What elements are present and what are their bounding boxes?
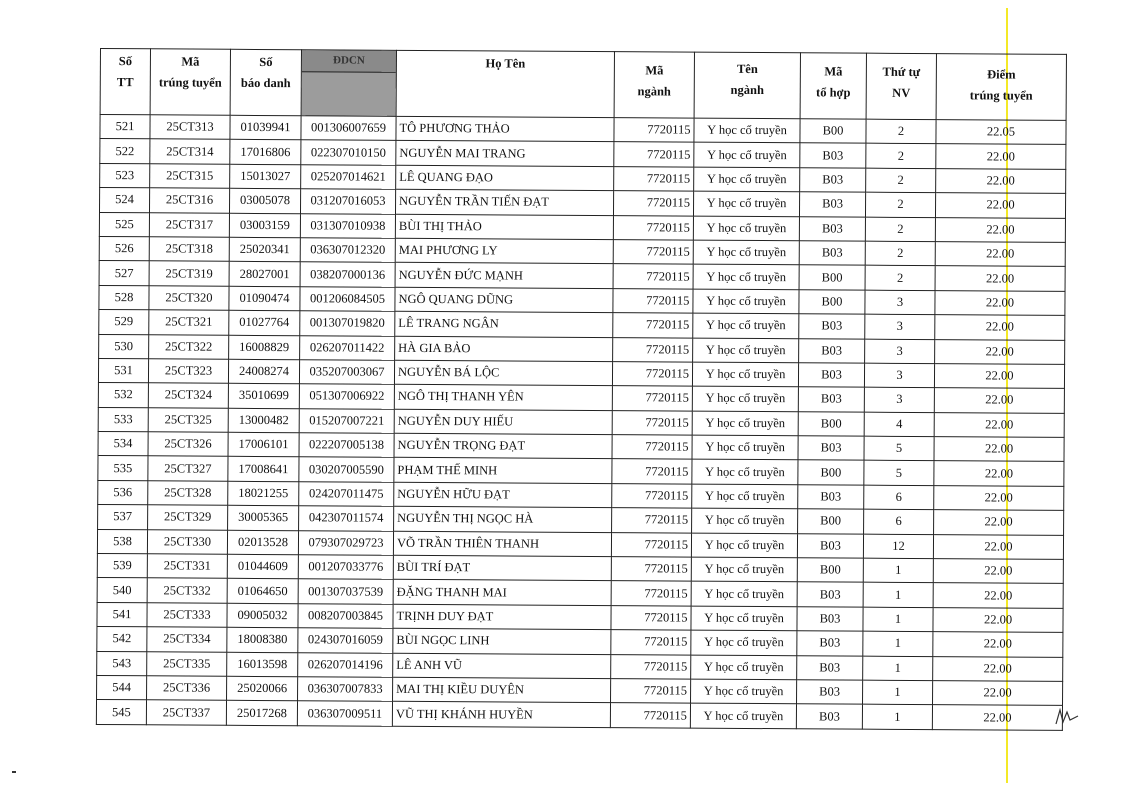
cell-diem: 22.00 [935,266,1065,291]
cell-thu-tu-nv: 4 [864,412,934,437]
cell-ho-ten: NGUYỄN THỊ NGỌC HÀ [394,507,612,533]
cell-ddcn: 026207014196 [298,652,393,677]
cell-ho-ten: LÊ TRANG NGÂN [395,311,613,337]
cell-ten-nganh: Y học cổ truyền [690,703,796,728]
cell-ddcn: 022307010150 [301,140,396,165]
header-stt: Số TT [100,49,150,115]
cell-ddcn: 024207011475 [299,482,394,507]
cell-so-bao-danh: 01090474 [229,286,300,311]
page-mark [12,771,16,773]
cell-thu-tu-nv: 1 [863,583,933,608]
cell-ho-ten: BÙI TRÍ ĐẠT [393,555,611,581]
cell-ddcn: 038207000136 [300,262,395,287]
cell-diem: 22.00 [935,339,1065,364]
cell-thu-tu-nv: 3 [864,363,934,388]
cell-ho-ten: MAI THỊ KIỀU DUYÊN [393,677,611,703]
cell-ma-to-hop: B00 [799,290,865,315]
cell-ma-nganh: 7720115 [611,581,691,606]
admission-results-table [96,48,1067,731]
cell-so-bao-danh: 15013027 [230,164,301,189]
table-row [96,700,1062,730]
cell-ten-nganh: Y học cổ truyền [691,679,797,704]
cell-so-bao-danh: 25020341 [229,237,300,262]
cell-ma-to-hop: B03 [797,607,863,632]
cell-ma-trung-tuyen: 25CT313 [150,115,230,140]
initials-mark-icon [1054,706,1080,728]
cell-ma-nganh: 7720115 [613,215,693,240]
cell-ten-nganh: Y học cổ truyền [693,240,799,265]
cell-ma-nganh: 7720115 [612,508,692,533]
cell-ma-trung-tuyen: 25CT324 [148,383,228,408]
cell-ddcn: 036307012320 [300,238,395,263]
cell-diem: 22.00 [934,388,1064,413]
cell-ddcn: 024307016059 [298,628,393,653]
cell-diem: 22.00 [934,485,1064,510]
cell-diem: 22.00 [933,607,1063,632]
header-row [100,49,1066,121]
cell-ma-trung-tuyen: 25CT337 [146,700,226,725]
cell-ddcn: 001306007659 [301,116,396,141]
cell-ma-nganh: 7720115 [611,679,691,704]
cell-ddcn: 036307007833 [298,677,393,702]
cell-ddcn: 031307010938 [300,213,395,238]
cell-stt: 537 [98,505,148,530]
cell-ho-ten: NGUYỄN BÁ LỘC [394,360,612,386]
cell-ma-nganh: 7720115 [612,459,692,484]
cell-diem: 22.00 [934,461,1064,486]
cell-diem: 22.00 [934,364,1064,389]
cell-diem: 22.00 [935,315,1065,340]
cell-thu-tu-nv: 1 [863,656,933,681]
cell-ma-trung-tuyen: 25CT323 [148,359,228,384]
header-diem: Điểm trúng tuyển [936,54,1066,121]
cell-ho-ten: TRỊNH DUY ĐẠT [393,604,611,630]
cell-ma-trung-tuyen: 25CT320 [149,286,229,311]
cell-ma-nganh: 7720115 [613,288,693,313]
cell-diem: 22.00 [935,193,1065,218]
cell-thu-tu-nv: 1 [863,607,933,632]
header-ddcn: ĐDCN [301,50,396,117]
cell-ma-trung-tuyen: 25CT326 [148,432,228,457]
cell-ma-to-hop: B00 [798,509,864,534]
cell-stt: 524 [99,188,149,213]
cell-ma-to-hop: B00 [800,119,866,144]
cell-diem: 22.00 [934,412,1064,437]
cell-ho-ten: VŨ THỊ KHÁNH HUYỀN [392,702,610,728]
cell-so-bao-danh: 01044609 [227,554,298,579]
cell-ten-nganh: Y học cổ truyền [694,167,800,192]
cell-thu-tu-nv: 12 [863,534,933,559]
cell-thu-tu-nv: 3 [865,290,935,315]
cell-ma-trung-tuyen: 25CT327 [148,456,228,481]
cell-ma-nganh: 7720115 [611,605,691,630]
cell-ten-nganh: Y học cổ truyền [694,143,800,168]
cell-ma-to-hop: B00 [798,460,864,485]
cell-ma-to-hop: B03 [800,143,866,168]
cell-thu-tu-nv: 2 [866,119,936,144]
cell-diem: 22.00 [933,656,1063,681]
cell-thu-tu-nv: 2 [865,241,935,266]
cell-thu-tu-nv: 6 [864,509,934,534]
cell-ma-to-hop: B03 [799,192,865,217]
cell-ho-ten: NGUYỄN TRẦN TIẾN ĐẠT [395,189,613,215]
cell-ma-trung-tuyen: 25CT322 [149,334,229,359]
cell-stt: 528 [99,285,149,310]
cell-ten-nganh: Y học cổ truyền [691,606,797,631]
cell-ho-ten: PHẠM THẾ MINH [394,458,612,484]
cell-thu-tu-nv: 2 [865,266,935,291]
cell-diem: 22.00 [936,168,1066,193]
cell-ten-nganh: Y học cổ truyền [692,411,798,436]
cell-ma-nganh: 7720115 [612,410,692,435]
cell-diem: 22.05 [936,120,1066,145]
cell-diem: 22.00 [935,242,1065,267]
cell-thu-tu-nv: 1 [863,631,933,656]
cell-so-bao-danh: 03005078 [229,188,300,213]
cell-ma-trung-tuyen: 25CT318 [149,237,229,262]
cell-stt: 544 [97,675,147,700]
cell-ma-nganh: 7720115 [612,435,692,460]
cell-stt: 540 [97,578,147,603]
cell-stt: 538 [97,529,147,554]
cell-so-bao-danh: 01064650 [227,579,298,604]
cell-ten-nganh: Y học cổ truyền [691,582,797,607]
cell-so-bao-danh: 17016806 [230,140,301,165]
cell-ddcn: 015207007221 [299,408,394,433]
cell-ten-nganh: Y học cổ truyền [692,386,798,411]
cell-ten-nganh: Y học cổ truyền [694,118,800,143]
cell-ma-to-hop: B03 [798,436,864,461]
cell-ma-to-hop: B00 [799,265,865,290]
cell-ma-trung-tuyen: 25CT328 [148,481,228,506]
cell-ma-to-hop: B03 [798,387,864,412]
cell-ddcn: 051307006922 [299,384,394,409]
cell-ho-ten: NGÔ THỊ THANH YÊN [394,385,612,411]
cell-so-bao-danh: 16008829 [229,335,300,360]
cell-ma-trung-tuyen: 25CT316 [149,188,229,213]
cell-so-bao-danh: 13000482 [228,408,299,433]
cell-ho-ten: NGÔ QUANG DŨNG [395,287,613,313]
cell-ma-trung-tuyen: 25CT319 [149,261,229,286]
cell-stt: 527 [99,261,149,286]
cell-ma-to-hop: B03 [797,655,863,680]
cell-ddcn: 001307037539 [298,579,393,604]
cell-ho-ten: MAI PHƯƠNG LY [395,238,613,264]
cell-stt: 530 [99,334,149,359]
cell-so-bao-danh: 24008274 [228,359,299,384]
cell-stt: 536 [98,480,148,505]
cell-ma-nganh: 7720115 [611,532,691,557]
cell-ma-to-hop: B03 [797,631,863,656]
cell-ho-ten: NGUYỄN MAI TRANG [396,141,614,167]
cell-ddcn: 026207011422 [300,335,395,360]
cell-ten-nganh: Y học cổ truyền [691,557,797,582]
cell-stt: 525 [99,212,149,237]
cell-ddcn: 022207005138 [299,433,394,458]
cell-so-bao-danh: 01039941 [230,115,301,140]
cell-ho-ten: BÙI NGỌC LINH [393,629,611,655]
cell-ma-trung-tuyen: 25CT333 [147,603,227,628]
cell-ma-to-hop: B03 [797,582,863,607]
cell-so-bao-danh: 25017268 [226,701,297,726]
cell-ma-trung-tuyen: 25CT335 [147,651,227,676]
cell-ddcn: 001207033776 [298,555,393,580]
cell-ma-nganh: 7720115 [612,386,692,411]
cell-stt: 526 [99,236,149,261]
cell-ten-nganh: Y học cổ truyền [692,362,798,387]
cell-ho-ten: BÙI THỊ THẢO [395,214,613,240]
cell-ma-to-hop: B03 [796,704,862,729]
cell-ma-to-hop: B03 [798,485,864,510]
cell-ma-nganh: 7720115 [611,557,691,582]
cell-so-bao-danh: 28027001 [229,262,300,287]
cell-ten-nganh: Y học cổ truyền [692,435,798,460]
cell-ten-nganh: Y học cổ truyền [693,289,799,314]
cell-ma-to-hop: B03 [797,680,863,705]
header-ma-trung-tuyen: Mã trúng tuyển [150,49,230,115]
cell-thu-tu-nv: 3 [865,339,935,364]
cell-ho-ten: NGUYỄN ĐỨC MẠNH [395,263,613,289]
table-body [96,115,1066,731]
cell-ma-nganh: 7720115 [613,313,693,338]
cell-diem: 22.00 [936,144,1066,169]
cell-ho-ten: VÕ TRẦN THIÊN THANH [393,531,611,557]
cell-ho-ten: TÔ PHƯƠNG THẢO [396,116,614,142]
cell-ma-trung-tuyen: 25CT315 [150,164,230,189]
cell-thu-tu-nv: 6 [864,485,934,510]
cell-ma-to-hop: B00 [798,411,864,436]
cell-ma-nganh: 7720115 [613,191,693,216]
cell-diem: 22.00 [935,290,1065,315]
cell-thu-tu-nv: 1 [862,705,932,730]
header-ma-to-hop: Mã tổ hợp [800,53,866,119]
cell-ten-nganh: Y học cổ truyền [691,655,797,680]
cell-stt: 532 [98,383,148,408]
cell-ten-nganh: Y học cổ truyền [693,313,799,338]
cell-stt: 535 [98,456,148,481]
cell-so-bao-danh: 18021255 [228,481,299,506]
cell-ho-ten: HÀ GIA BẢO [395,336,613,362]
cell-ten-nganh: Y học cổ truyền [692,460,798,485]
cell-thu-tu-nv: 5 [864,436,934,461]
cell-diem: 22.00 [933,632,1063,657]
cell-ma-trung-tuyen: 25CT317 [149,212,229,237]
cell-ma-trung-tuyen: 25CT332 [147,578,227,603]
cell-ma-nganh: 7720115 [610,703,690,728]
cell-stt: 545 [96,700,146,725]
cell-thu-tu-nv: 1 [863,558,933,583]
cell-ddcn: 031207016053 [300,189,395,214]
cell-ma-trung-tuyen: 25CT336 [147,676,227,701]
cell-diem: 22.00 [933,583,1063,608]
cell-stt: 534 [98,432,148,457]
cell-thu-tu-nv: 3 [864,387,934,412]
cell-ddcn: 042307011574 [299,506,394,531]
cell-stt: 541 [97,602,147,627]
cell-so-bao-danh: 01027764 [229,310,300,335]
cell-stt: 522 [100,139,150,164]
cell-ma-to-hop: B03 [799,241,865,266]
header-ho-ten: Họ Tên [396,50,614,117]
cell-ma-to-hop: B03 [798,363,864,388]
cell-ma-trung-tuyen: 25CT334 [147,627,227,652]
cell-so-bao-danh: 02013528 [227,530,298,555]
cell-ma-nganh: 7720115 [613,240,693,265]
cell-ma-trung-tuyen: 25CT330 [147,529,227,554]
cell-thu-tu-nv: 1 [863,680,933,705]
cell-ddcn: 025207014621 [301,165,396,190]
cell-so-bao-danh: 09005032 [227,603,298,628]
cell-ho-ten: LÊ ANH VŨ [393,653,611,679]
cell-ten-nganh: Y học cổ truyền [693,216,799,241]
header-so-bao-danh: Số báo danh [230,49,301,115]
cell-stt: 543 [97,651,147,676]
cell-ten-nganh: Y học cổ truyền [693,264,799,289]
cell-so-bao-danh: 30005365 [228,506,299,531]
cell-so-bao-danh: 16013598 [227,652,298,677]
cell-so-bao-danh: 35010699 [228,384,299,409]
cell-ddcn: 036307009511 [297,701,392,726]
cell-ma-trung-tuyen: 25CT331 [147,554,227,579]
cell-ho-ten: NGUYỄN TRỌNG ĐẠT [394,433,612,459]
cell-thu-tu-nv: 3 [865,314,935,339]
cell-ten-nganh: Y học cổ truyền [693,191,799,216]
cell-ho-ten: NGUYỄN DUY HIẾU [394,409,612,435]
cell-ma-nganh: 7720115 [614,166,694,191]
cell-ma-trung-tuyen: 25CT325 [148,407,228,432]
cell-ma-nganh: 7720115 [614,118,694,143]
cell-ma-to-hop: B03 [799,338,865,363]
cell-ma-to-hop: B03 [797,533,863,558]
cell-diem: 22.00 [934,510,1064,535]
cell-ten-nganh: Y học cổ truyền [692,508,798,533]
cell-ma-nganh: 7720115 [612,362,692,387]
cell-diem: 22.00 [933,559,1063,584]
cell-thu-tu-nv: 2 [865,217,935,242]
cell-ma-to-hop: B03 [799,216,865,241]
cell-ma-nganh: 7720115 [612,483,692,508]
cell-stt: 529 [99,310,149,335]
cell-ma-trung-tuyen: 25CT314 [150,139,230,164]
header-thu-tu-nv: Thứ tự NV [866,53,936,119]
cell-ho-ten: NGUYỄN HỮU ĐẠT [394,482,612,508]
cell-stt: 531 [98,358,148,383]
cell-ma-to-hop: B03 [799,314,865,339]
cell-diem: 22.00 [933,681,1063,706]
cell-ma-nganh: 7720115 [613,337,693,362]
cell-ma-to-hop: B03 [800,168,866,193]
cell-stt: 542 [97,627,147,652]
cell-ma-nganh: 7720115 [614,142,694,167]
cell-diem: 22.00 [932,705,1062,730]
cell-so-bao-danh: 25020066 [227,676,298,701]
cell-ten-nganh: Y học cổ truyền [691,630,797,655]
cell-ddcn: 030207005590 [299,457,394,482]
cell-diem: 22.00 [935,217,1065,242]
cell-ma-nganh: 7720115 [611,630,691,655]
cell-thu-tu-nv: 2 [865,192,935,217]
cell-stt: 539 [97,554,147,579]
cell-so-bao-danh: 17008641 [228,457,299,482]
cell-diem: 22.00 [933,534,1063,559]
cell-ddcn: 079307029723 [298,530,393,555]
header-ten-nganh: Tên ngành [694,52,800,119]
cell-ten-nganh: Y học cổ truyền [693,338,799,363]
cell-ddcn: 035207003067 [299,360,394,385]
cell-ddcn: 008207003845 [298,604,393,629]
cell-stt: 533 [98,407,148,432]
cell-ma-trung-tuyen: 25CT321 [149,310,229,335]
cell-ten-nganh: Y học cổ truyền [692,484,798,509]
cell-so-bao-danh: 03003159 [229,213,300,238]
cell-ma-nganh: 7720115 [613,264,693,289]
cell-ma-trung-tuyen: 25CT329 [148,505,228,530]
header-ma-nganh: Mã ngành [614,52,694,118]
cell-stt: 523 [100,163,150,188]
cell-ddcn: 001206084505 [300,286,395,311]
cell-ho-ten: LÊ QUANG ĐẠO [396,165,614,191]
cell-thu-tu-nv: 5 [864,461,934,486]
cell-ho-ten: ĐẶNG THANH MAI [393,580,611,606]
cell-thu-tu-nv: 2 [866,144,936,169]
cell-ten-nganh: Y học cổ truyền [691,533,797,558]
cell-so-bao-danh: 18008380 [227,627,298,652]
cell-stt: 521 [100,115,150,140]
cell-ma-nganh: 7720115 [611,654,691,679]
cell-so-bao-danh: 17006101 [228,432,299,457]
cell-ma-to-hop: B00 [797,558,863,583]
cell-ddcn: 001307019820 [300,311,395,336]
cell-thu-tu-nv: 2 [866,168,936,193]
cell-diem: 22.00 [934,437,1064,462]
